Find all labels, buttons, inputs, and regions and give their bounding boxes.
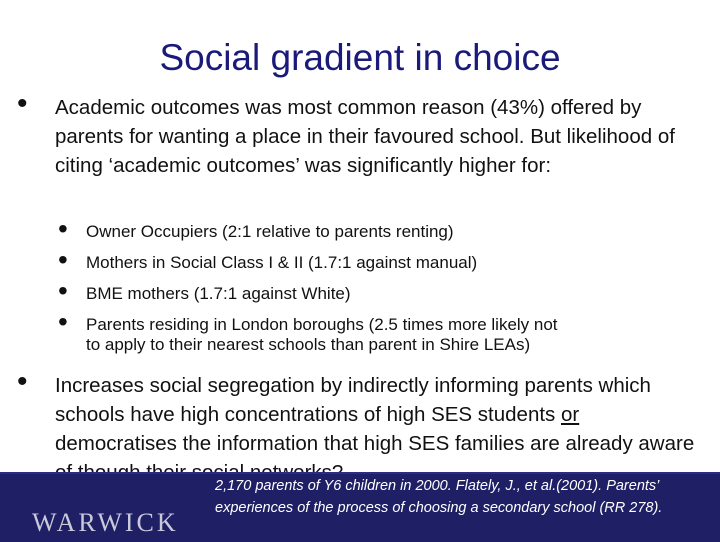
bullet-2-underlined-or: or bbox=[560, 403, 580, 426]
bullet-dot-icon: • bbox=[58, 275, 68, 306]
footer-bar bbox=[0, 472, 720, 542]
bullet-2 bbox=[17, 365, 705, 487]
bullet-dot-icon: • bbox=[58, 244, 68, 275]
slide-title: Social gradient in choice bbox=[159, 37, 561, 78]
sub-bullet-4 bbox=[58, 306, 706, 356]
bullet-1 bbox=[17, 87, 705, 180]
bullet-dot-icon: • bbox=[17, 365, 28, 398]
bullet-2-text-b: democratises the information that high SES families are already aware bbox=[55, 432, 695, 455]
sub-bullet-3 bbox=[58, 275, 706, 309]
bullet-2-text bbox=[55, 374, 694, 484]
bullet-1-text: Academic outcomes was most common reason (43%) offered by parents for wanting a place in their favoured school. But likelihood of citing ‘academic outcomes’ was significantly higher for: bbox=[55, 96, 675, 177]
sub-bullet-3-text: BME mothers (1.7:1 against White) bbox=[86, 284, 351, 303]
citation: 2,170 parents of Y6 children in 2000. Flately, J., et al.(2001). Parents’ experiences of the process of choosing a secondary school (RR 278). bbox=[215, 478, 663, 516]
sub-bullet-1-text: Owner Occupiers (2:1 relative to parents renting) bbox=[86, 222, 454, 241]
bullet-dot-icon: • bbox=[58, 306, 68, 337]
sub-bullet-2 bbox=[58, 244, 706, 278]
sub-bullet-2-text: Mothers in Social Class I & II (1.7:1 against manual) bbox=[86, 253, 478, 272]
bullet-2-text-a: Increases social segregation by indirectly informing parents which schools have high concentrations of high SES students bbox=[55, 374, 651, 426]
bullet-dot-icon: • bbox=[17, 87, 28, 120]
sub-bullet-4-continuation: to apply to their nearest schools than parent in Shire LEAs) bbox=[86, 335, 531, 354]
sub-bullet-4-text: Parents residing in London boroughs (2.5 times more likely not bbox=[86, 315, 558, 334]
sub-bullet-1 bbox=[58, 213, 706, 247]
bullet-dot-icon: • bbox=[58, 213, 68, 244]
warwick-logo: WARWICK bbox=[32, 508, 179, 537]
sub-bullet-list bbox=[58, 213, 706, 356]
